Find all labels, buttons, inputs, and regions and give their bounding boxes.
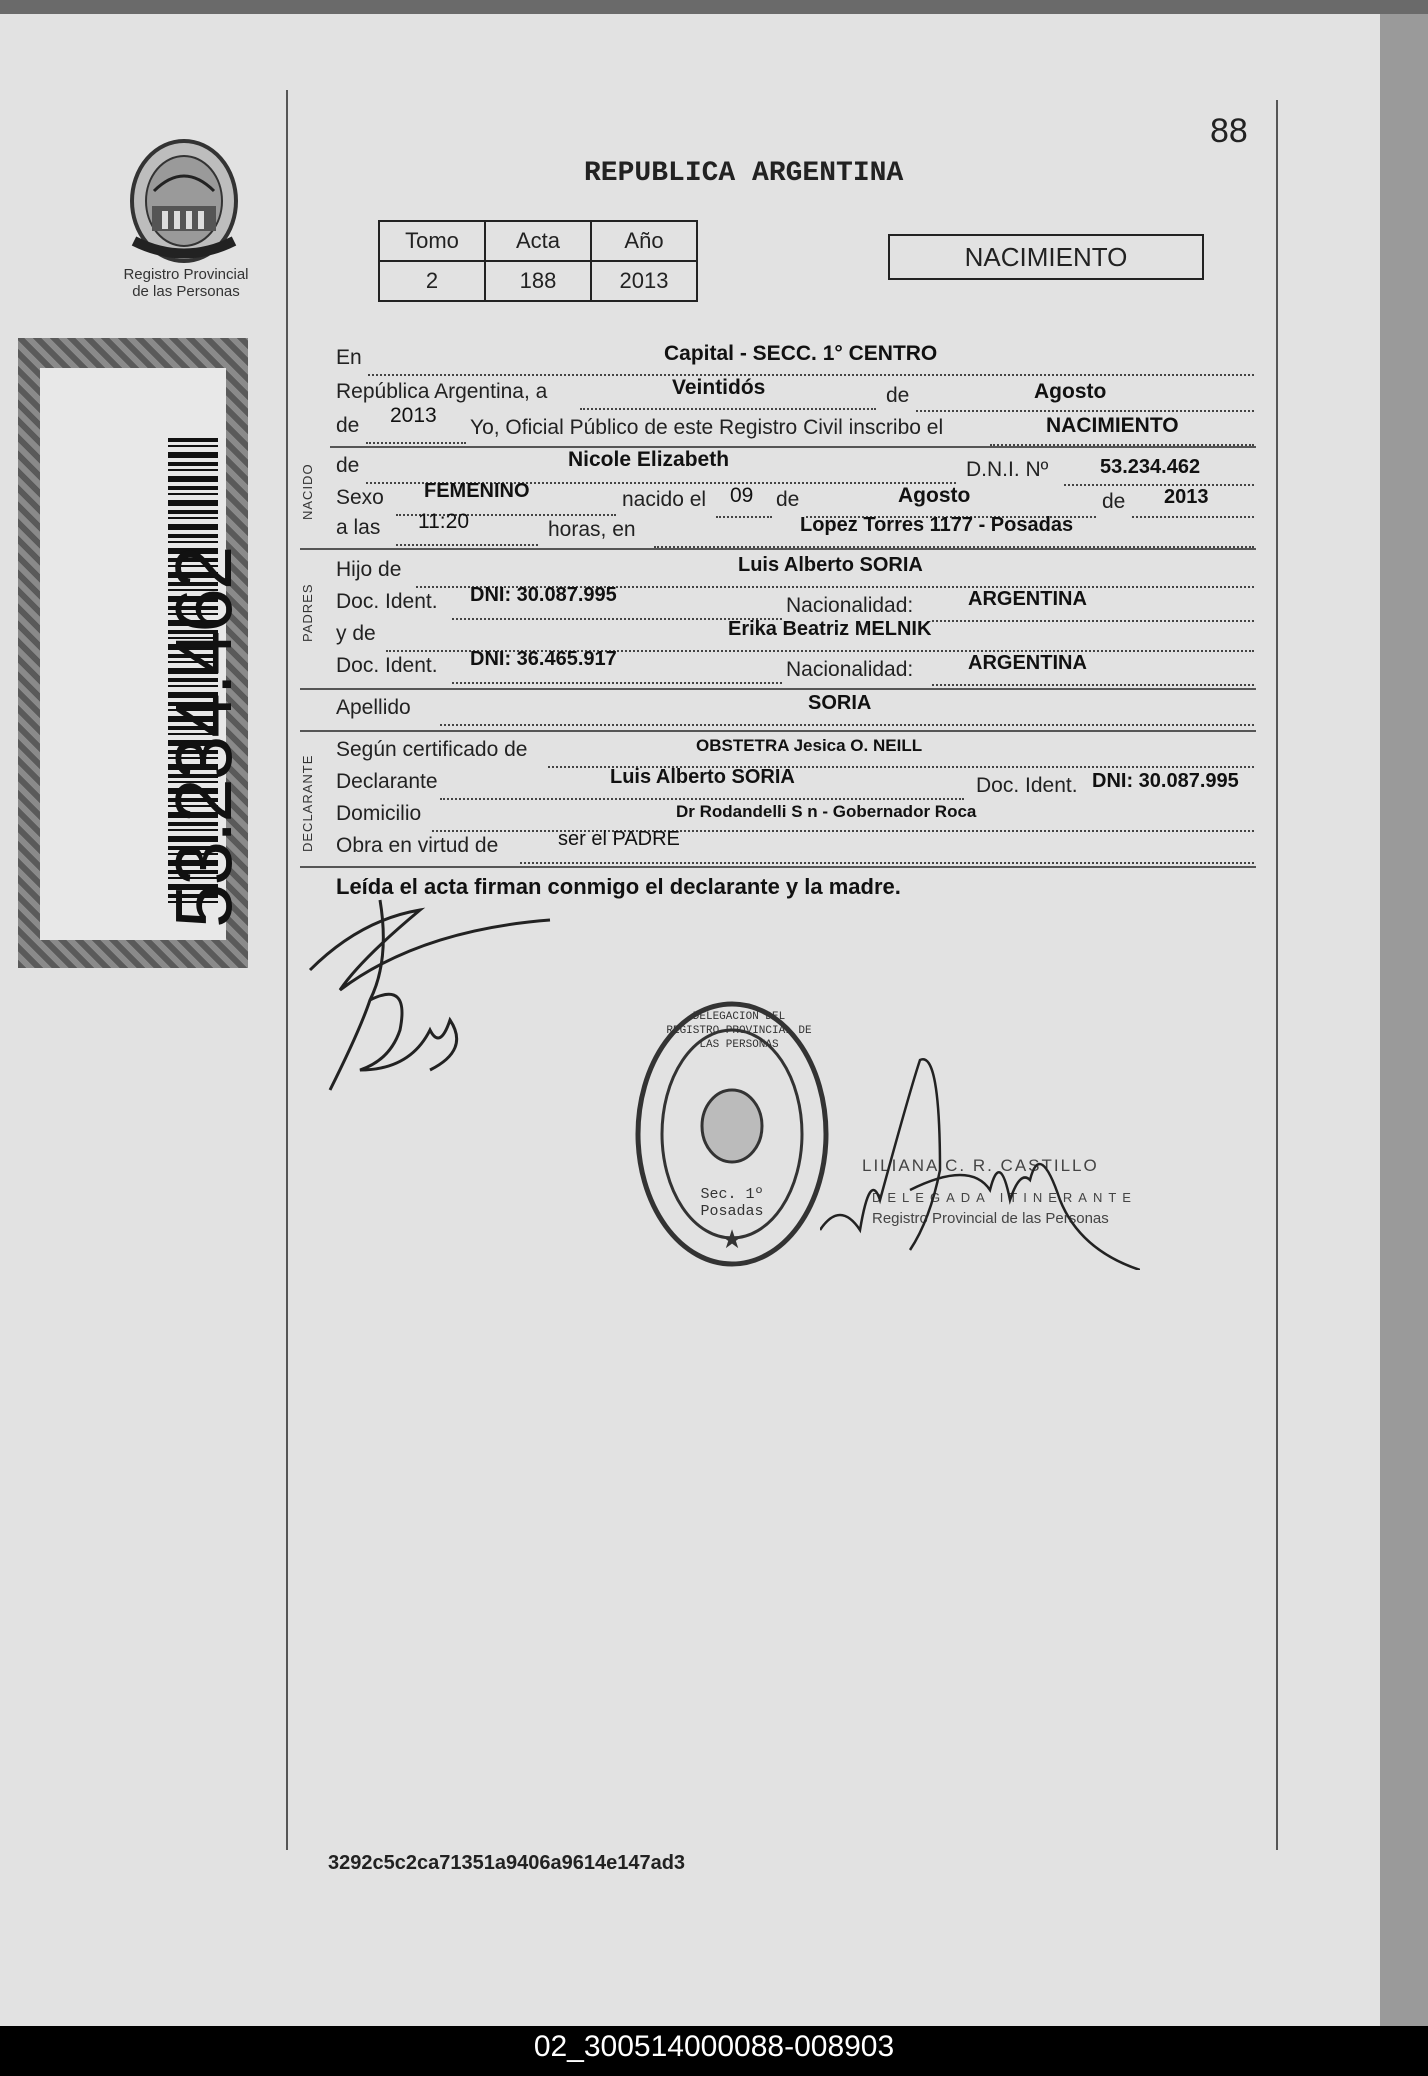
label-de-nac-mes: de [776, 488, 800, 511]
closing-statement: Leída el acta firman conmigo el declarante y la madre. [336, 874, 901, 899]
registry-header-anio: Año [591, 221, 697, 261]
logo-caption-line2: de las Personas [132, 283, 240, 300]
section-label-nacido: NACIDO [300, 463, 315, 520]
registry-value-acta: 188 [485, 261, 591, 301]
label-a-las: a las [336, 516, 381, 539]
value-lugar: Capital - SECC. 1° CENTRO [664, 342, 938, 365]
label-doc-declarante: Doc. Ident. [976, 774, 1078, 797]
label-hijo-de: Hijo de [336, 558, 402, 581]
value-dia-letras: Veintidós [672, 376, 766, 399]
logo-caption-line1: Registro Provincial [123, 266, 249, 283]
right-margin-line [1276, 100, 1278, 1850]
value-madre-nac: ARGENTINA [968, 652, 1087, 674]
value-nac-mes: Agosto [898, 484, 971, 507]
svg-text:★: ★ [720, 1224, 744, 1254]
dni-barcode-sticker [18, 338, 248, 968]
label-nac-padre: Nacionalidad: [786, 594, 914, 617]
country-title: REPUBLICA ARGENTINA [584, 158, 904, 189]
label-dni: D.N.I. Nº [966, 458, 1049, 481]
separator-apellido [300, 730, 1256, 732]
label-declarante: Declarante [336, 770, 438, 793]
official-signature [820, 1050, 1140, 1270]
registry-header-acta: Acta [485, 221, 591, 261]
official-name: LILIANA C. R. CASTILLO [862, 1156, 1099, 1175]
value-sexo: FEMENINO [424, 480, 530, 502]
registry-value-tomo: 2 [379, 261, 485, 301]
document-hash: 3292c5c2ca71351a9406a9614e147ad3 [328, 1852, 686, 1874]
value-apellido: SORIA [808, 692, 872, 714]
registry-value-anio: 2013 [591, 261, 697, 301]
misiones-coat-of-arms-logo [124, 136, 244, 266]
label-yo: Yo, Oficial Público de este Registro Civil inscribo el [470, 416, 944, 439]
official-title: DELEGADA ITINERANTE [872, 1190, 1137, 1205]
page-number: 88 [1210, 112, 1248, 150]
sheet-edge-shadow [1380, 0, 1428, 2026]
stamp-center-text: Sec. 1º Posadas [700, 1186, 764, 1220]
registry-header-tomo: Tomo [379, 221, 485, 261]
value-padre-nac: ARGENTINA [968, 588, 1087, 610]
official-org: Registro Provincial de las Personas [872, 1210, 1109, 1227]
label-doc-padre: Doc. Ident. [336, 590, 438, 613]
label-de-anio: de [336, 414, 360, 437]
label-de-mes: de [886, 384, 910, 407]
label-de-nombre: de [336, 454, 360, 477]
label-domicilio: Domicilio [336, 802, 422, 825]
label-doc-madre: Doc. Ident. [336, 654, 438, 677]
value-declarante: Luis Alberto SORIA [610, 766, 795, 788]
value-padre: Luis Alberto SORIA [738, 554, 923, 576]
value-nac-dia: 09 [730, 484, 754, 507]
label-nacido-el: nacido el [622, 488, 707, 511]
separator-nacido [300, 548, 1256, 550]
dni-sticker-number: 53.234.462 [159, 547, 248, 928]
value-hora: 11:20 [418, 510, 469, 533]
label-en: En [336, 346, 362, 369]
value-nac-anio: 2013 [1164, 486, 1209, 508]
separator-declarante [300, 866, 1256, 868]
label-republica: República Argentina, a [336, 380, 548, 403]
label-sexo: Sexo [336, 486, 384, 509]
separator-padres [300, 688, 1256, 690]
label-y-de: y de [336, 622, 376, 645]
value-inscribo: NACIMIENTO [1046, 414, 1179, 437]
value-madre-doc: DNI: 36.465.917 [470, 648, 617, 670]
label-obra: Obra en virtud de [336, 834, 499, 857]
value-nombre: Nicole Elizabeth [568, 448, 730, 471]
document-type-box: NACIMIENTO [888, 234, 1204, 280]
value-certificado: OBSTETRA Jesica O. NEILL [696, 736, 923, 755]
declarant-signature [300, 880, 560, 1100]
stamp-ring-text: DELEGACION DEL REGISTRO PROVINCIAL DE LAS PERSONAS [666, 1011, 812, 1051]
label-segun: Según certificado de [336, 738, 528, 761]
value-padre-doc: DNI: 30.087.995 [470, 584, 617, 606]
label-apellido: Apellido [336, 696, 411, 719]
separator-intro [330, 446, 1256, 448]
value-declarante-doc: DNI: 30.087.995 [1092, 770, 1239, 792]
value-domicilio: Dr Rodandelli S n - Gobernador Roca [676, 802, 977, 821]
label-horas-en: horas, en [548, 518, 636, 541]
footer-file-id: 02_300514000088-008903 [533, 2030, 895, 2063]
value-mes: Agosto [1034, 380, 1107, 403]
logo-caption [108, 266, 264, 300]
registry-table [378, 220, 698, 302]
left-margin-line [286, 90, 288, 1850]
value-dni: 53.234.462 [1100, 456, 1201, 478]
section-label-padres: PADRES [300, 583, 315, 642]
label-de-nac-anio: de [1102, 490, 1126, 513]
label-nac-madre: Nacionalidad: [786, 658, 914, 681]
value-obra: ser el PADRE [558, 828, 680, 850]
section-label-declarante: DECLARANTE [300, 754, 315, 852]
value-anio: 2013 [390, 404, 437, 427]
value-lugar-nac: Lopez Torres 1177 - Posadas [800, 514, 1074, 536]
value-madre: Erika Beatriz MELNIK [728, 618, 932, 640]
top-edge [0, 0, 1428, 14]
